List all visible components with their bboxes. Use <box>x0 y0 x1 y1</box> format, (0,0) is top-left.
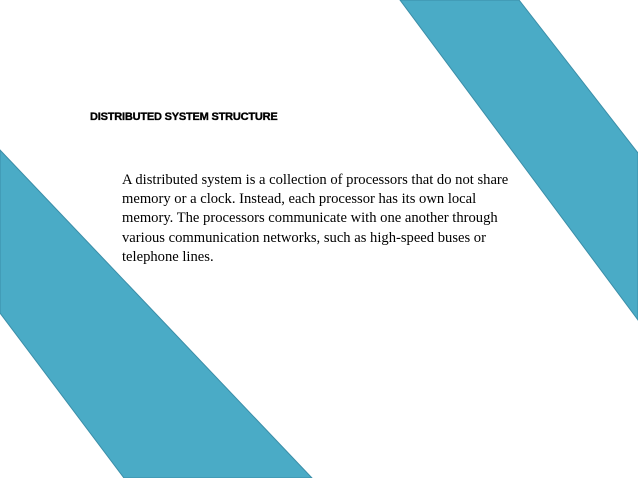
top-right-stripe <box>400 0 638 320</box>
slide-title: DISTRIBUTED SYSTEM STRUCTURE <box>90 111 278 123</box>
slide-body-text: A distributed system is a collection of processors that do not share memory or a clock. Instead, each processor has its own local memory. The processors communicate with one another through various communication networks, such as high-speed buses or telephone lines. <box>122 172 509 265</box>
